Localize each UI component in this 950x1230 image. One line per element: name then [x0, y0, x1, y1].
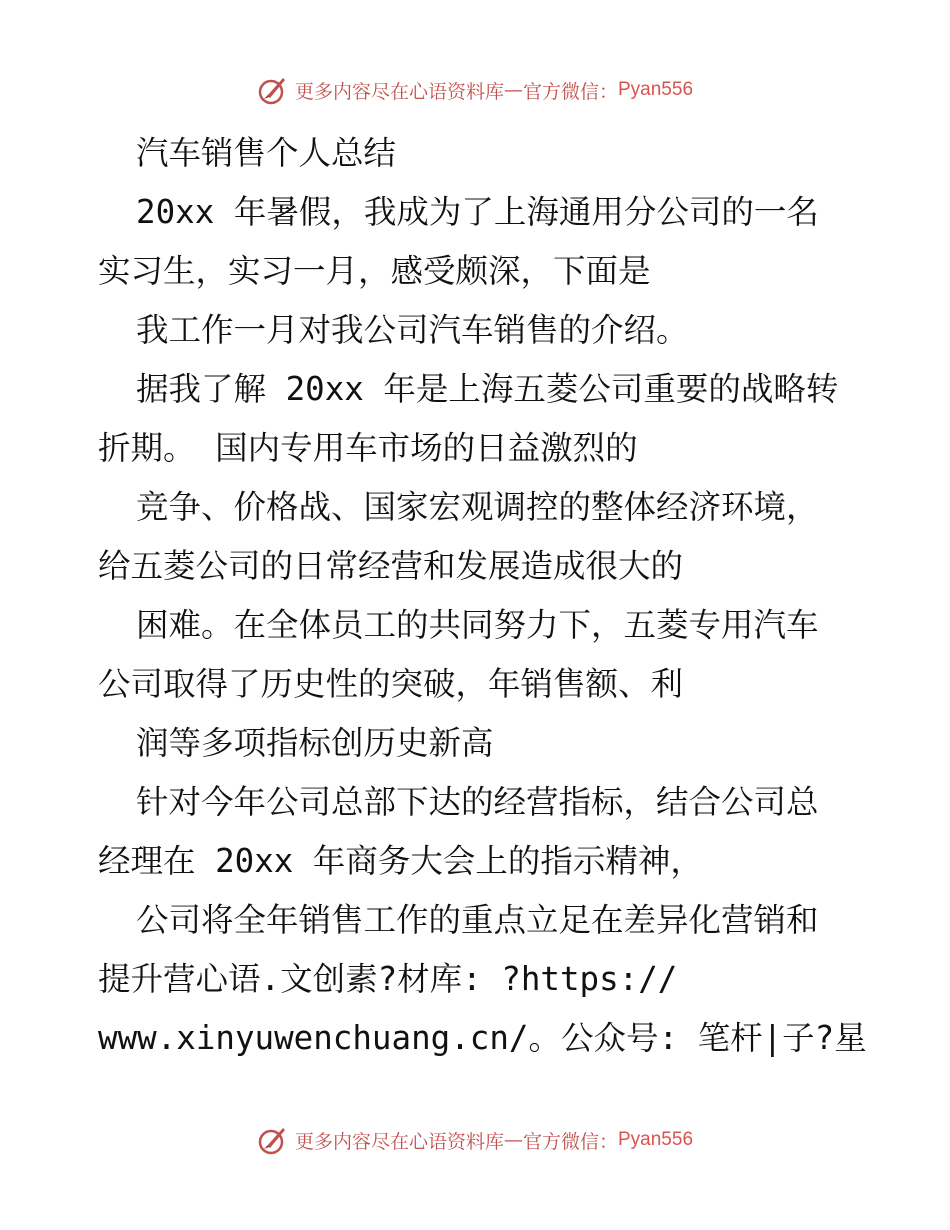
document-line: www.xinyuwenchuang.cn/。公众号: 笔杆|子?星	[98, 1019, 867, 1057]
document-line: 汽车销售个人总结	[136, 134, 397, 172]
header-wechat-id: Pyan556	[618, 79, 694, 100]
header-banner-dash: —	[503, 79, 523, 101]
document-line: 实习生，实习一月，感受颇深，下面是	[98, 252, 651, 290]
footer-wechat-label: 官方微信：	[522, 1130, 618, 1153]
document-line: 我工作一月对我公司汽车销售的介绍。	[136, 311, 689, 349]
footer-wechat-id: Pyan556	[618, 1129, 694, 1150]
document-line: 竞争、价格战、国家宏观调控的整体经济环境，	[136, 488, 819, 526]
document-line: 公司将全年销售工作的重点立足在差异化营销和	[136, 901, 819, 939]
document-line: 润等多项指标创历史新高	[136, 724, 494, 762]
document-line: 困难。在全体员工的共同努力下，五菱专用汽车	[136, 606, 819, 644]
document-line: 20xx 年暑假，我成为了上海通用分公司的一名	[136, 193, 819, 231]
header-wechat-label: 官方微信：	[522, 80, 618, 103]
footer-banner-dash: —	[503, 1129, 523, 1151]
header-banner-text: 更多内容尽在心语资料库	[294, 80, 504, 103]
document-line: 提升营心语.文创素?材库: ?https://	[98, 960, 678, 998]
footer-banner-text: 更多内容尽在心语资料库	[294, 1130, 504, 1153]
document-line: 据我了解 20xx 年是上海五菱公司重要的战略转	[136, 370, 839, 408]
header-banner	[0, 70, 950, 110]
document-line: 折期。 国内专用车市场的日益激烈的	[98, 429, 638, 467]
document-line: 给五菱公司的日常经营和发展造成很大的	[98, 547, 684, 585]
footer-banner	[0, 1120, 950, 1160]
document-line: 针对今年公司总部下达的经营指标，结合公司总	[136, 783, 819, 821]
quill-logo-icon	[257, 74, 289, 106]
quill-logo-icon	[257, 1124, 289, 1156]
document-line: 经理在 20xx 年商务大会上的指示精神，	[98, 842, 703, 880]
document-body	[98, 124, 867, 1068]
document-line: 公司取得了历史性的突破，年销售额、利	[98, 665, 684, 703]
